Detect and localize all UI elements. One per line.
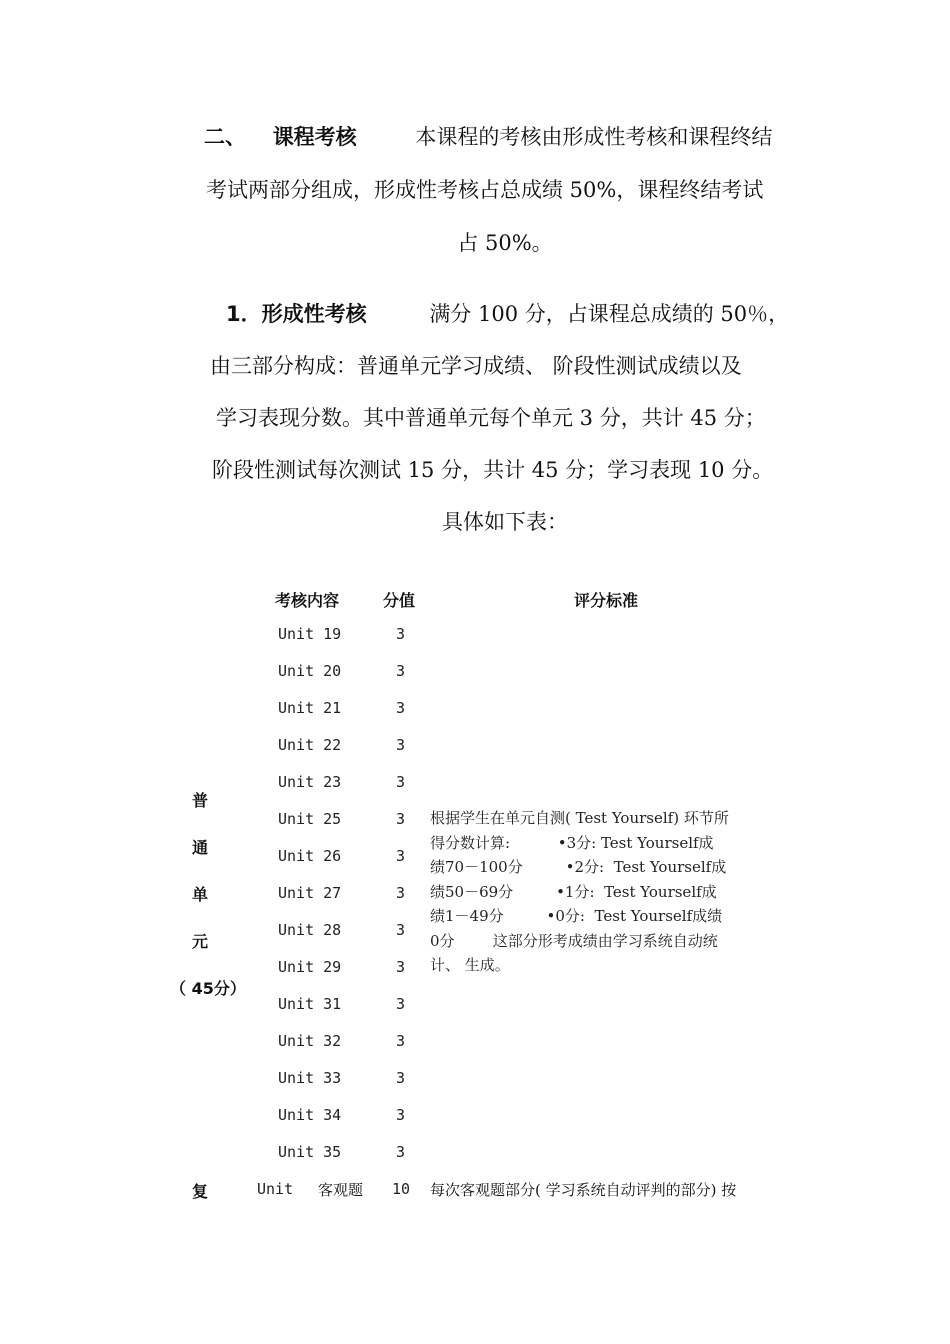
formative-line-4: 阶段性测试每次测试 15 分，共计 45 分；学习表现 10 分。 — [212, 458, 774, 482]
unit-score: 3 — [396, 995, 406, 1013]
criteria-line: 绩1－49分 •0分: Test Yourself成绩 — [430, 907, 723, 925]
criteria-line: 0分 这部分形考成绩由学习系统自动统 — [430, 931, 718, 950]
unit-score: 3 — [396, 662, 406, 680]
group-label-char: 普 — [192, 791, 209, 810]
review-criteria: 每次客观题部分( 学习系统自动评判的部分) 按 — [430, 1181, 737, 1199]
group-label-char: 通 — [192, 838, 209, 857]
formative-heading-row — [226, 298, 789, 328]
unit-score: 3 — [396, 847, 406, 865]
formative-line-2: 由三部分构成：普通单元学习成绩、 阶段性测试成绩以及 — [210, 354, 742, 378]
unit-name: Unit 31 — [278, 995, 342, 1013]
unit-score: 3 — [396, 625, 406, 643]
assessment-table — [150, 578, 800, 1218]
unit-name: Unit 28 — [278, 921, 342, 939]
review-type: 客观题 — [318, 1181, 364, 1199]
section-heading: 课程考核 — [272, 125, 357, 149]
section-number: 二、 — [204, 125, 246, 149]
criteria-line: 得分数计算: •3分: Test Yourself成 — [430, 833, 714, 852]
formative-line-5: 具体如下表： — [442, 510, 568, 534]
criteria-line: 计、 生成。 — [430, 956, 510, 974]
review-unit: Unit — [257, 1180, 294, 1198]
unit-score: 3 — [396, 921, 406, 939]
unit-name: Unit 29 — [278, 958, 342, 976]
unit-score: 3 — [396, 1032, 406, 1050]
unit-name: Unit 23 — [278, 773, 342, 791]
unit-score: 3 — [396, 1106, 406, 1124]
section-text-line-1: 本课程的考核由形成性考核和课程终结 — [415, 125, 773, 149]
unit-name: Unit 26 — [278, 847, 342, 865]
unit-name: Unit 32 — [278, 1032, 342, 1050]
unit-score: 3 — [396, 699, 406, 717]
formative-heading: 1．形成性考核 — [226, 302, 367, 326]
group-label-char: 单 — [192, 885, 209, 904]
criteria-line: 根据学生在单元自测( Test Yourself) 环节所 — [430, 809, 729, 827]
unit-name: Unit 20 — [278, 662, 342, 680]
section-text-line-3: 占 50%。 — [457, 231, 553, 255]
group-total: （ 45分） — [170, 979, 246, 998]
formative-line-1: 满分 100 分，占课程总成绩的 50％， — [429, 302, 790, 326]
unit-name: Unit 19 — [278, 625, 342, 643]
unit-score: 3 — [396, 958, 406, 976]
section-heading-row — [204, 121, 772, 151]
unit-score: 3 — [396, 884, 406, 902]
unit-name: Unit 21 — [278, 699, 342, 717]
unit-name: Unit 34 — [278, 1106, 342, 1124]
unit-name: Unit 25 — [278, 810, 342, 828]
criteria-line: 绩70－100分 •2分: Test Yourself成 — [430, 858, 727, 876]
unit-score: 3 — [396, 736, 406, 754]
review-group-char: 复 — [192, 1182, 209, 1201]
unit-name: Unit 35 — [278, 1143, 342, 1161]
section-text-line-2: 考试两部分组成，形成性考核占总成绩 50%，课程终结考试 — [206, 178, 764, 202]
unit-name: Unit 33 — [278, 1069, 342, 1087]
unit-name: Unit 27 — [278, 884, 342, 902]
header-score: 分值 — [383, 591, 416, 610]
criteria-text — [430, 806, 790, 978]
unit-score: 3 — [396, 773, 406, 791]
header-criteria: 评分标准 — [574, 591, 639, 610]
formative-line-3: 学习表现分数。其中普通单元每个单元 3 分，共计 45 分； — [216, 406, 766, 430]
review-score: 10 — [392, 1180, 411, 1198]
unit-score: 3 — [396, 1143, 406, 1161]
group-label-char: 元 — [192, 932, 209, 951]
header-content: 考核内容 — [275, 591, 340, 610]
criteria-line: 绩50－69分 •1分: Test Yourself成 — [430, 882, 717, 901]
unit-score: 3 — [396, 810, 406, 828]
unit-score: 3 — [396, 1069, 406, 1087]
unit-name: Unit 22 — [278, 736, 342, 754]
